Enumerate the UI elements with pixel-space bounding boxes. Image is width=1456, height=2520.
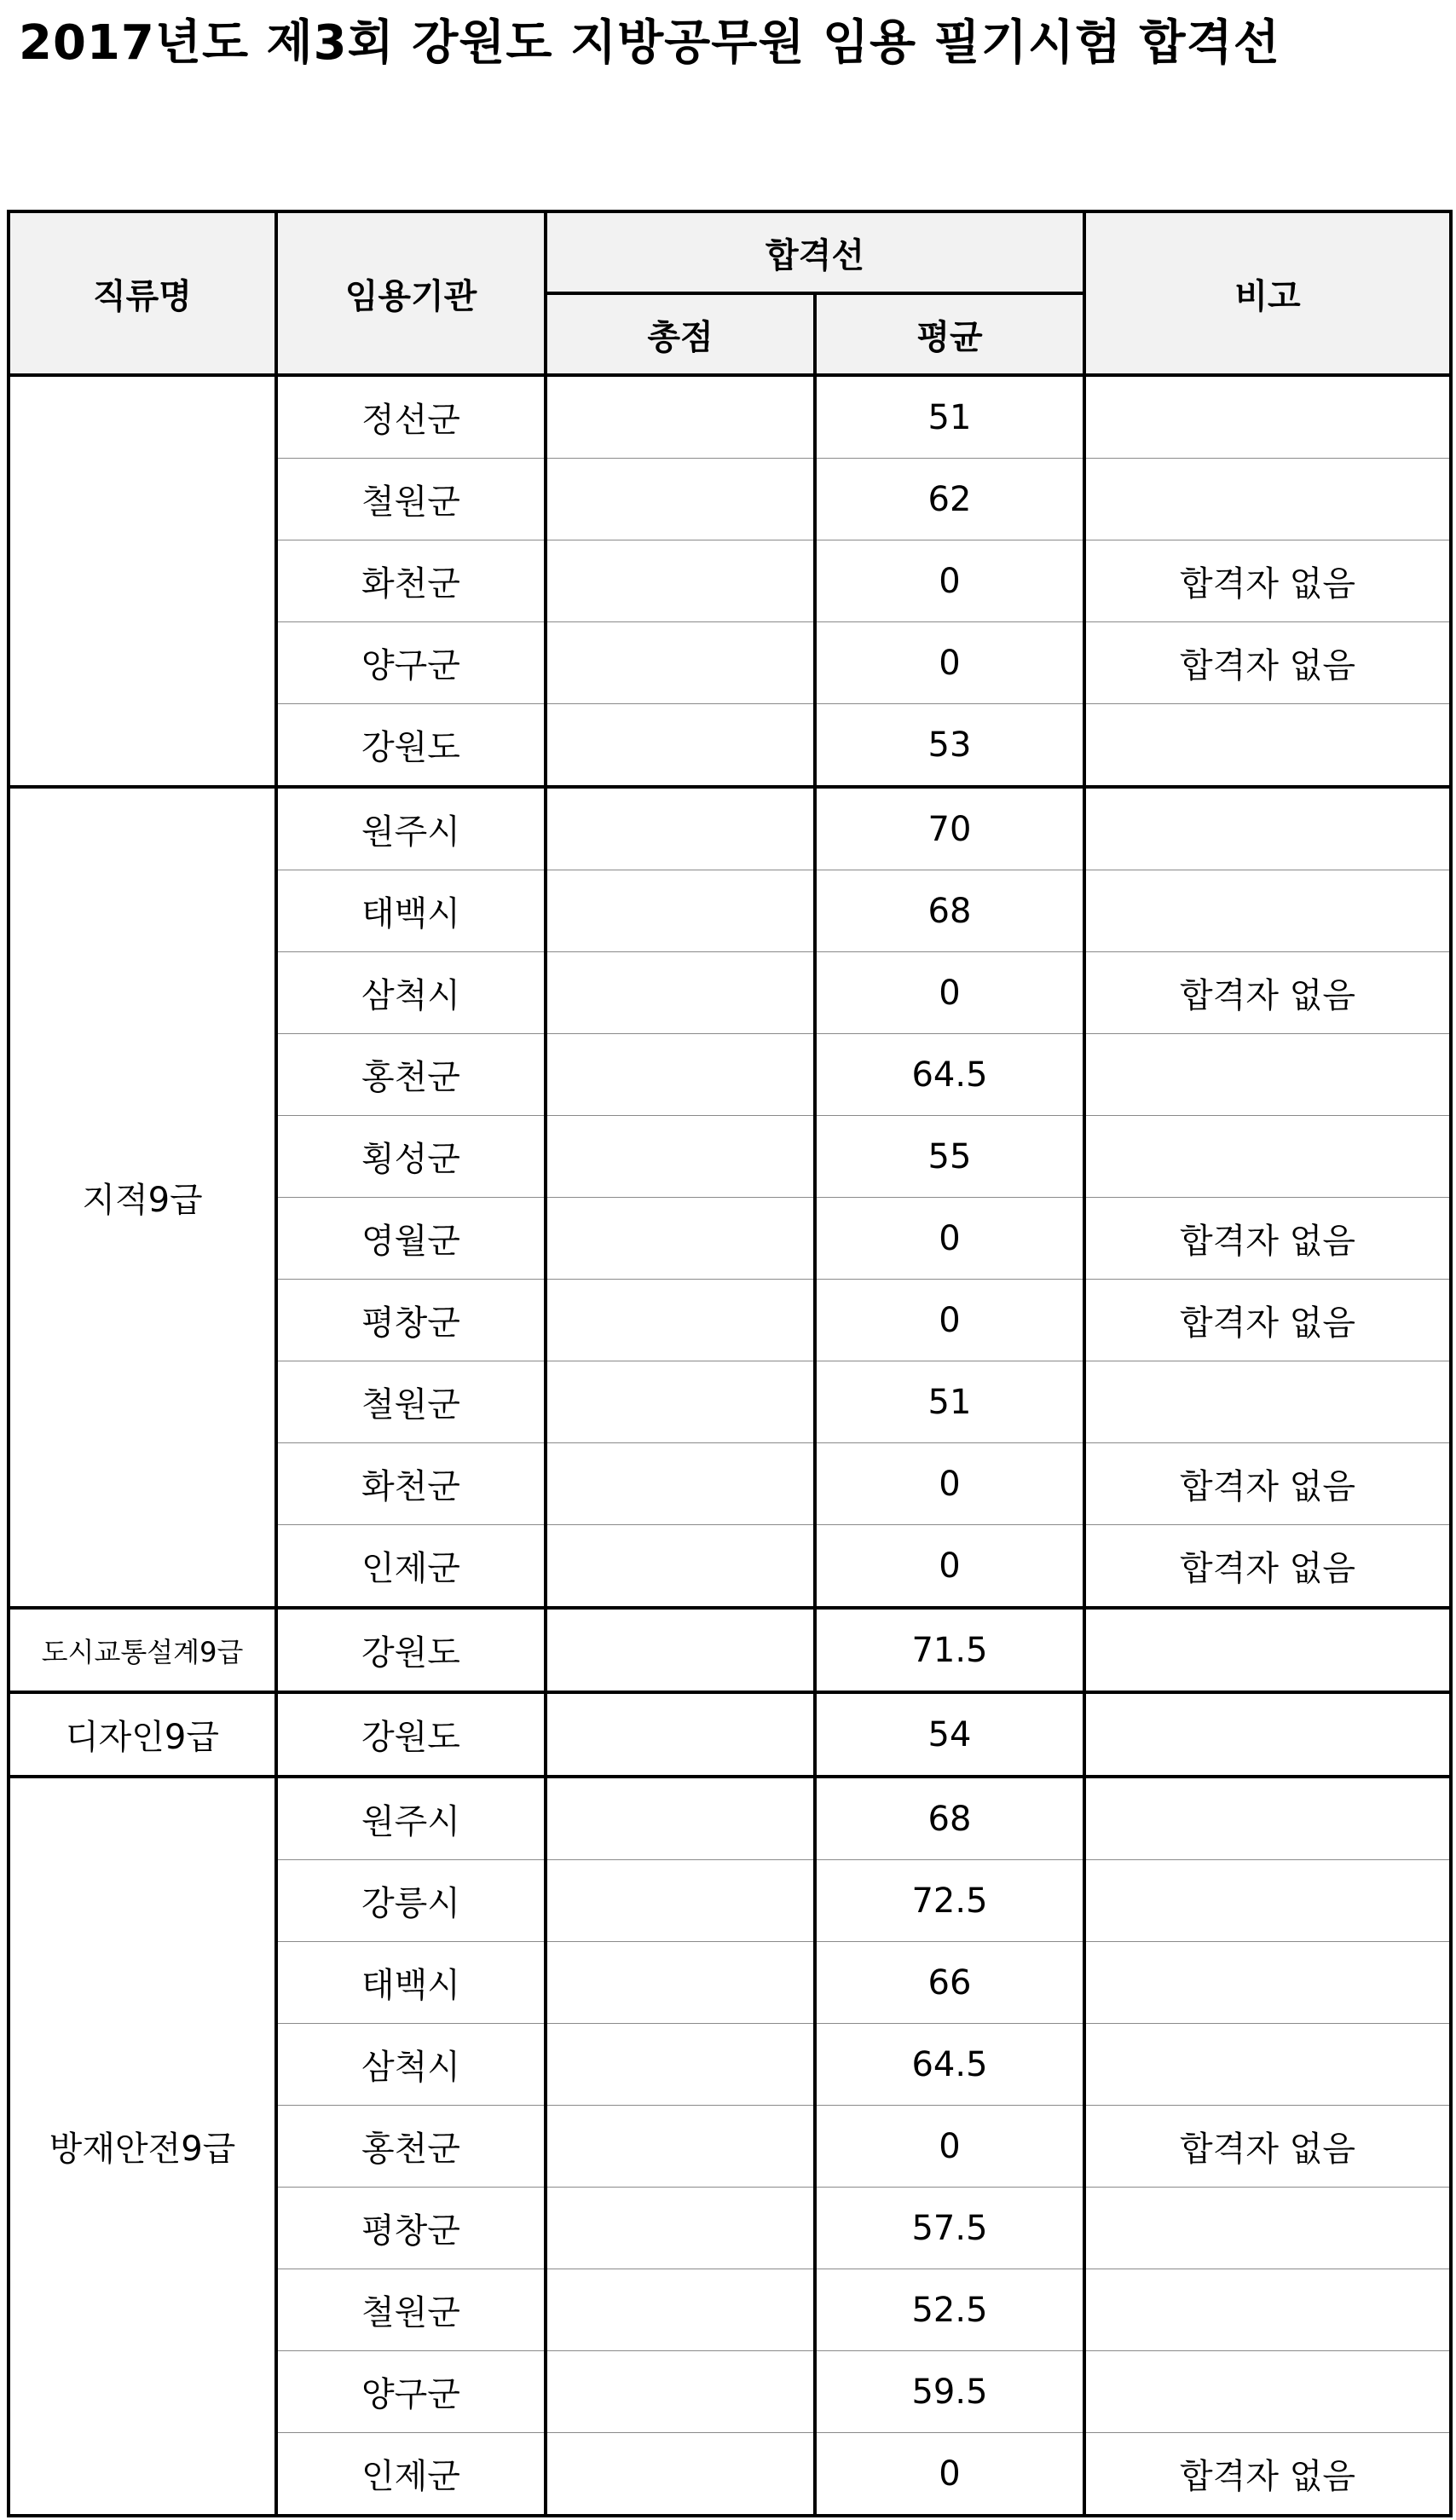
total-cell [546, 1692, 815, 1777]
total-cell [546, 1942, 815, 2024]
agency-cell: 강원도 [276, 1692, 546, 1777]
total-cell [546, 2351, 815, 2433]
note-cell [1084, 870, 1451, 952]
note-cell: 합격자 없음 [1084, 540, 1451, 622]
header-average: 평균 [815, 293, 1084, 375]
agency-cell: 삼척시 [276, 952, 546, 1034]
table-row [9, 1692, 1451, 1777]
job-category-cell: 방재안전9급 [9, 1777, 276, 2516]
note-cell [1084, 1777, 1451, 1860]
average-cell: 52.5 [815, 2269, 1084, 2351]
note-cell [1084, 375, 1451, 459]
note-cell: 합격자 없음 [1084, 1280, 1451, 1361]
average-cell: 51 [815, 1361, 1084, 1443]
total-cell [546, 2433, 815, 2517]
total-cell [546, 870, 815, 952]
total-cell [546, 2269, 815, 2351]
average-cell: 59.5 [815, 2351, 1084, 2433]
table-row [9, 787, 1451, 870]
header-job: 직류명 [9, 211, 276, 375]
total-cell [546, 2188, 815, 2269]
page-title: 2017년도 제3회 강원도 지방공무원 임용 필기시험 합격선 [19, 15, 1280, 71]
agency-cell: 영월군 [276, 1198, 546, 1280]
header-cutoff: 합격선 [546, 211, 1084, 293]
average-cell: 0 [815, 622, 1084, 704]
note-cell [1084, 1034, 1451, 1116]
agency-cell: 홍천군 [276, 1034, 546, 1116]
job-category-cell: 디자인9급 [9, 1692, 276, 1777]
agency-cell: 태백시 [276, 1942, 546, 2024]
average-cell: 70 [815, 787, 1084, 870]
header-note: 비고 [1084, 211, 1451, 375]
job-category-cell: 지적9급 [9, 787, 276, 1608]
average-cell: 0 [815, 1443, 1084, 1525]
total-cell [546, 1361, 815, 1443]
average-cell: 53 [815, 704, 1084, 788]
average-cell: 0 [815, 1280, 1084, 1361]
header-agency: 임용기관 [276, 211, 546, 375]
agency-cell: 화천군 [276, 540, 546, 622]
total-cell [546, 1280, 815, 1361]
average-cell: 0 [815, 1525, 1084, 1609]
note-cell: 합격자 없음 [1084, 1525, 1451, 1609]
agency-cell: 횡성군 [276, 1116, 546, 1198]
average-cell: 0 [815, 1198, 1084, 1280]
agency-cell: 정선군 [276, 375, 546, 459]
agency-cell: 평창군 [276, 1280, 546, 1361]
agency-cell: 양구군 [276, 622, 546, 704]
job-category-cell [9, 375, 276, 787]
agency-cell: 인제군 [276, 2433, 546, 2517]
note-cell [1084, 704, 1451, 788]
total-cell [546, 1116, 815, 1198]
note-cell: 합격자 없음 [1084, 1443, 1451, 1525]
agency-cell: 화천군 [276, 1443, 546, 1525]
note-cell [1084, 2188, 1451, 2269]
total-cell [546, 1525, 815, 1609]
note-cell [1084, 1942, 1451, 2024]
note-cell: 합격자 없음 [1084, 2433, 1451, 2517]
table-row [9, 1777, 1451, 1860]
note-cell [1084, 2351, 1451, 2433]
total-cell [546, 952, 815, 1034]
note-cell [1084, 1361, 1451, 1443]
table-row [9, 375, 1451, 459]
agency-cell: 강원도 [276, 704, 546, 788]
average-cell: 57.5 [815, 2188, 1084, 2269]
total-cell [546, 2024, 815, 2106]
table-header [9, 211, 1451, 375]
total-cell [546, 459, 815, 540]
total-cell [546, 1198, 815, 1280]
agency-cell: 원주시 [276, 787, 546, 870]
total-cell [546, 787, 815, 870]
note-cell: 합격자 없음 [1084, 1198, 1451, 1280]
job-category-cell: 도시교통설계9급 [9, 1608, 276, 1692]
average-cell: 66 [815, 1942, 1084, 2024]
average-cell: 0 [815, 540, 1084, 622]
table-row [9, 1608, 1451, 1692]
agency-cell: 철원군 [276, 459, 546, 540]
total-cell [546, 704, 815, 788]
average-cell: 51 [815, 375, 1084, 459]
average-cell: 0 [815, 2106, 1084, 2188]
total-cell [546, 2106, 815, 2188]
cutoff-table [7, 210, 1453, 2517]
note-cell: 합격자 없음 [1084, 952, 1451, 1034]
note-cell [1084, 1860, 1451, 1942]
agency-cell: 홍천군 [276, 2106, 546, 2188]
total-cell [546, 1034, 815, 1116]
total-cell [546, 1777, 815, 1860]
note-cell [1084, 2269, 1451, 2351]
note-cell [1084, 459, 1451, 540]
agency-cell: 철원군 [276, 2269, 546, 2351]
agency-cell: 원주시 [276, 1777, 546, 1860]
note-cell [1084, 1692, 1451, 1777]
average-cell: 64.5 [815, 2024, 1084, 2106]
agency-cell: 양구군 [276, 2351, 546, 2433]
average-cell: 0 [815, 952, 1084, 1034]
agency-cell: 평창군 [276, 2188, 546, 2269]
average-cell: 68 [815, 1777, 1084, 1860]
average-cell: 54 [815, 1692, 1084, 1777]
average-cell: 71.5 [815, 1608, 1084, 1692]
average-cell: 64.5 [815, 1034, 1084, 1116]
average-cell: 68 [815, 870, 1084, 952]
agency-cell: 태백시 [276, 870, 546, 952]
header-total: 총점 [546, 293, 815, 375]
total-cell [546, 1608, 815, 1692]
agency-cell: 철원군 [276, 1361, 546, 1443]
table-body [9, 375, 1451, 2516]
average-cell: 0 [815, 2433, 1084, 2517]
agency-cell: 인제군 [276, 1525, 546, 1609]
note-cell: 합격자 없음 [1084, 622, 1451, 704]
agency-cell: 강원도 [276, 1608, 546, 1692]
total-cell [546, 1860, 815, 1942]
total-cell [546, 375, 815, 459]
total-cell [546, 540, 815, 622]
note-cell [1084, 787, 1451, 870]
note-cell [1084, 1608, 1451, 1692]
average-cell: 62 [815, 459, 1084, 540]
agency-cell: 삼척시 [276, 2024, 546, 2106]
average-cell: 72.5 [815, 1860, 1084, 1942]
note-cell: 합격자 없음 [1084, 2106, 1451, 2188]
note-cell [1084, 1116, 1451, 1198]
note-cell [1084, 2024, 1451, 2106]
total-cell [546, 622, 815, 704]
average-cell: 55 [815, 1116, 1084, 1198]
total-cell [546, 1443, 815, 1525]
agency-cell: 강릉시 [276, 1860, 546, 1942]
